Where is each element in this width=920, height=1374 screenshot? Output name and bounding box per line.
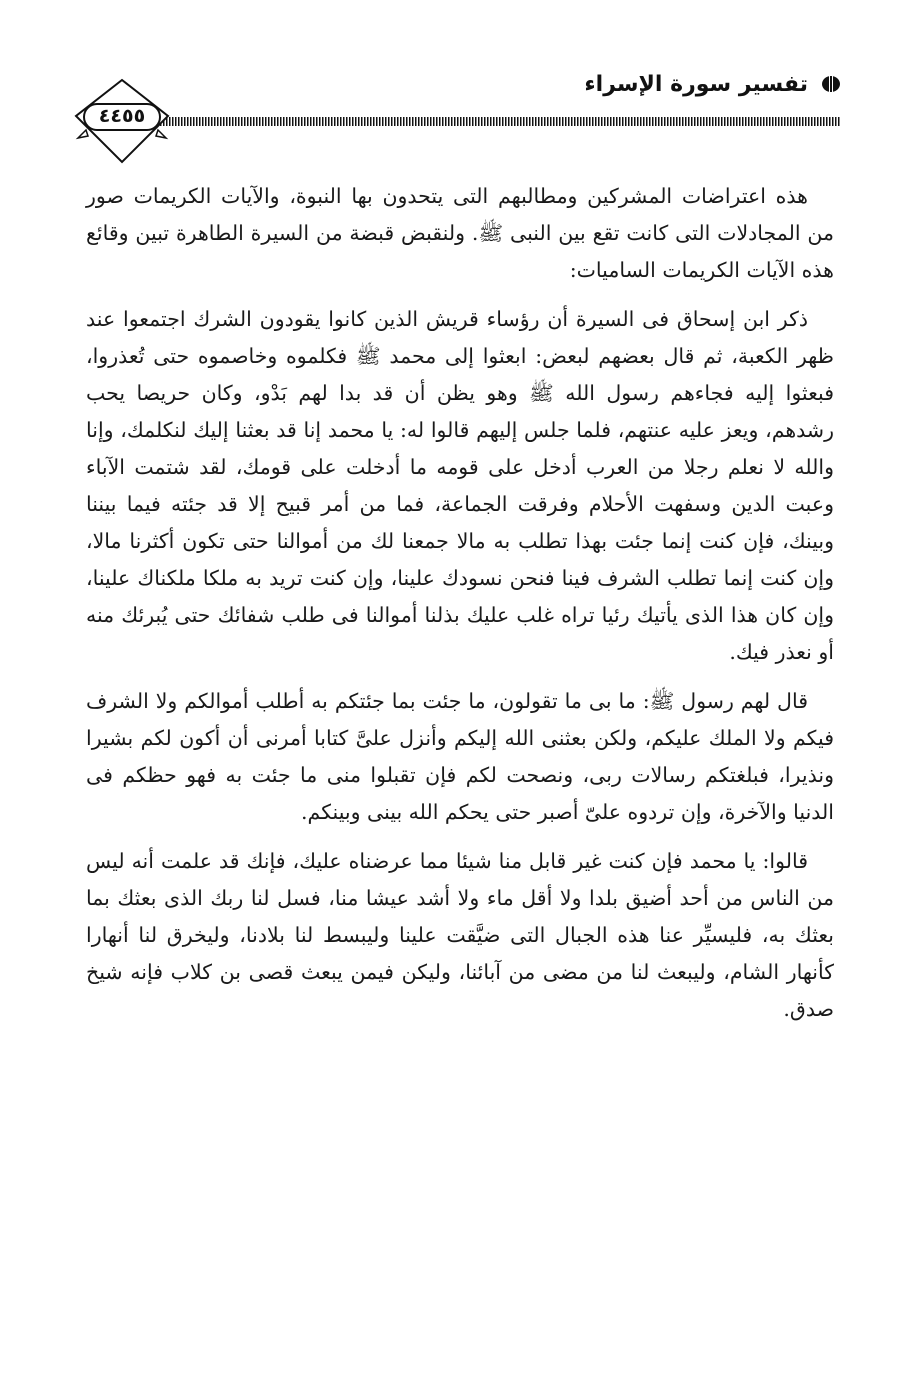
header-rule [160,117,840,126]
book-title: تفسير سورة الإسراء [584,72,808,97]
paragraph-quraysh-demands: قالوا: يا محمد فإن كنت غير قابل منا شيئا مما عرضناه عليك، فإنك قد علمت أنه ليس من الناس من أحد أضيق بلدا ولا أقل ماء ولا أشد عيشا منا، فسل لنا ربك الذى بعثك بما بعثك به، فليسيِّر عنا هذه الجبال التى ضيَّقت علينا وليبسط لنا بلادنا، وليخرق لنا أنهارا كأنهار الشام، وليبعث لنا من مضى من آبائنا، وليكن فيمن يبعث قصى بن كلاب فإنه شيخ صدق. [86,849,834,1021]
ornament-icon [820,73,842,95]
paragraph-intro: هذه اعتراضات المشركين ومطالبهم التى يتحدون بها النبوة، والآيات الكريمات صور من المجادلات التى كانت تقع بين النبى ﷺ. ولنقبض قبضة من السيرة الطاهرة تبين وقائع هذه الآيات الكريمات الساميات: [86,184,834,282]
paragraph-prophet-reply: قال لهم رسول ﷺ: ما بى ما تقولون، ما جئت بما جئتكم به أطلب أموالكم ولا الشرف فيكم ولا الملك عليكم، ولكن بعثنى الله إليكم وأنزل علىَّ كتابا أمرنى أن أكون لكم بشيرا ونذيرا، فبلغتكم رسالات ربى، ونصحت لكم فإن تقبلوا منى ما جئت به فهو حظكم فى الدنيا والآخرة، وإن تردوه علىّ أصبر حتى يحكم الله بينى وبينكم. [86,689,834,824]
page-body [86,178,834,1040]
page-header [0,0,920,170]
page-number: ٤٤٥٥ [98,105,146,127]
paragraph-ibn-ishaq: ذكر ابن إسحاق فى السيرة أن رؤساء قريش الذين كانوا يقودون الشرك اجتمعوا عند ظهر الكعبة، ثم قال بعضهم لبعض: ابعثوا إلى محمد ﷺ فكلموه وخاصموه حتى تُعذروا، فبعثوا إليه فجاءهم رسول الله ﷺ وهو يظن أن قد بدا لهم بَدْو، وكان حريصا يحب رشدهم، ويعز عليه عنتهم، فلما جلس إليهم قالوا له: يا محمد إنا قد بعثنا إليك لنكلمك، وإنا والله لا نعلم رجلا من العرب أدخل على قومه ما أدخلت على قومك، لقد شتمت الآباء وعبت الدين وسفهت الأحلام وفرقت الجماعة، فما من أمر قبيح إلا قد جئته فيما بيننا وبينك، فإن كنت إنما جئت بهذا تطلب به مالا جمعنا لك من أموالنا حتى تكون أكثرنا مالا، وإن كنت إنما تطلب الشرف فينا فنحن نسودك علينا، وإن كنت تريد به ملكا ملكناك علينا، وإن كان هذا الذى يأتيك رئيا تراه غلب عليك بذلنا أموالنا فى طلب شفائك حتى يُبرئك منه أو نعذر فيك. [86,307,834,664]
